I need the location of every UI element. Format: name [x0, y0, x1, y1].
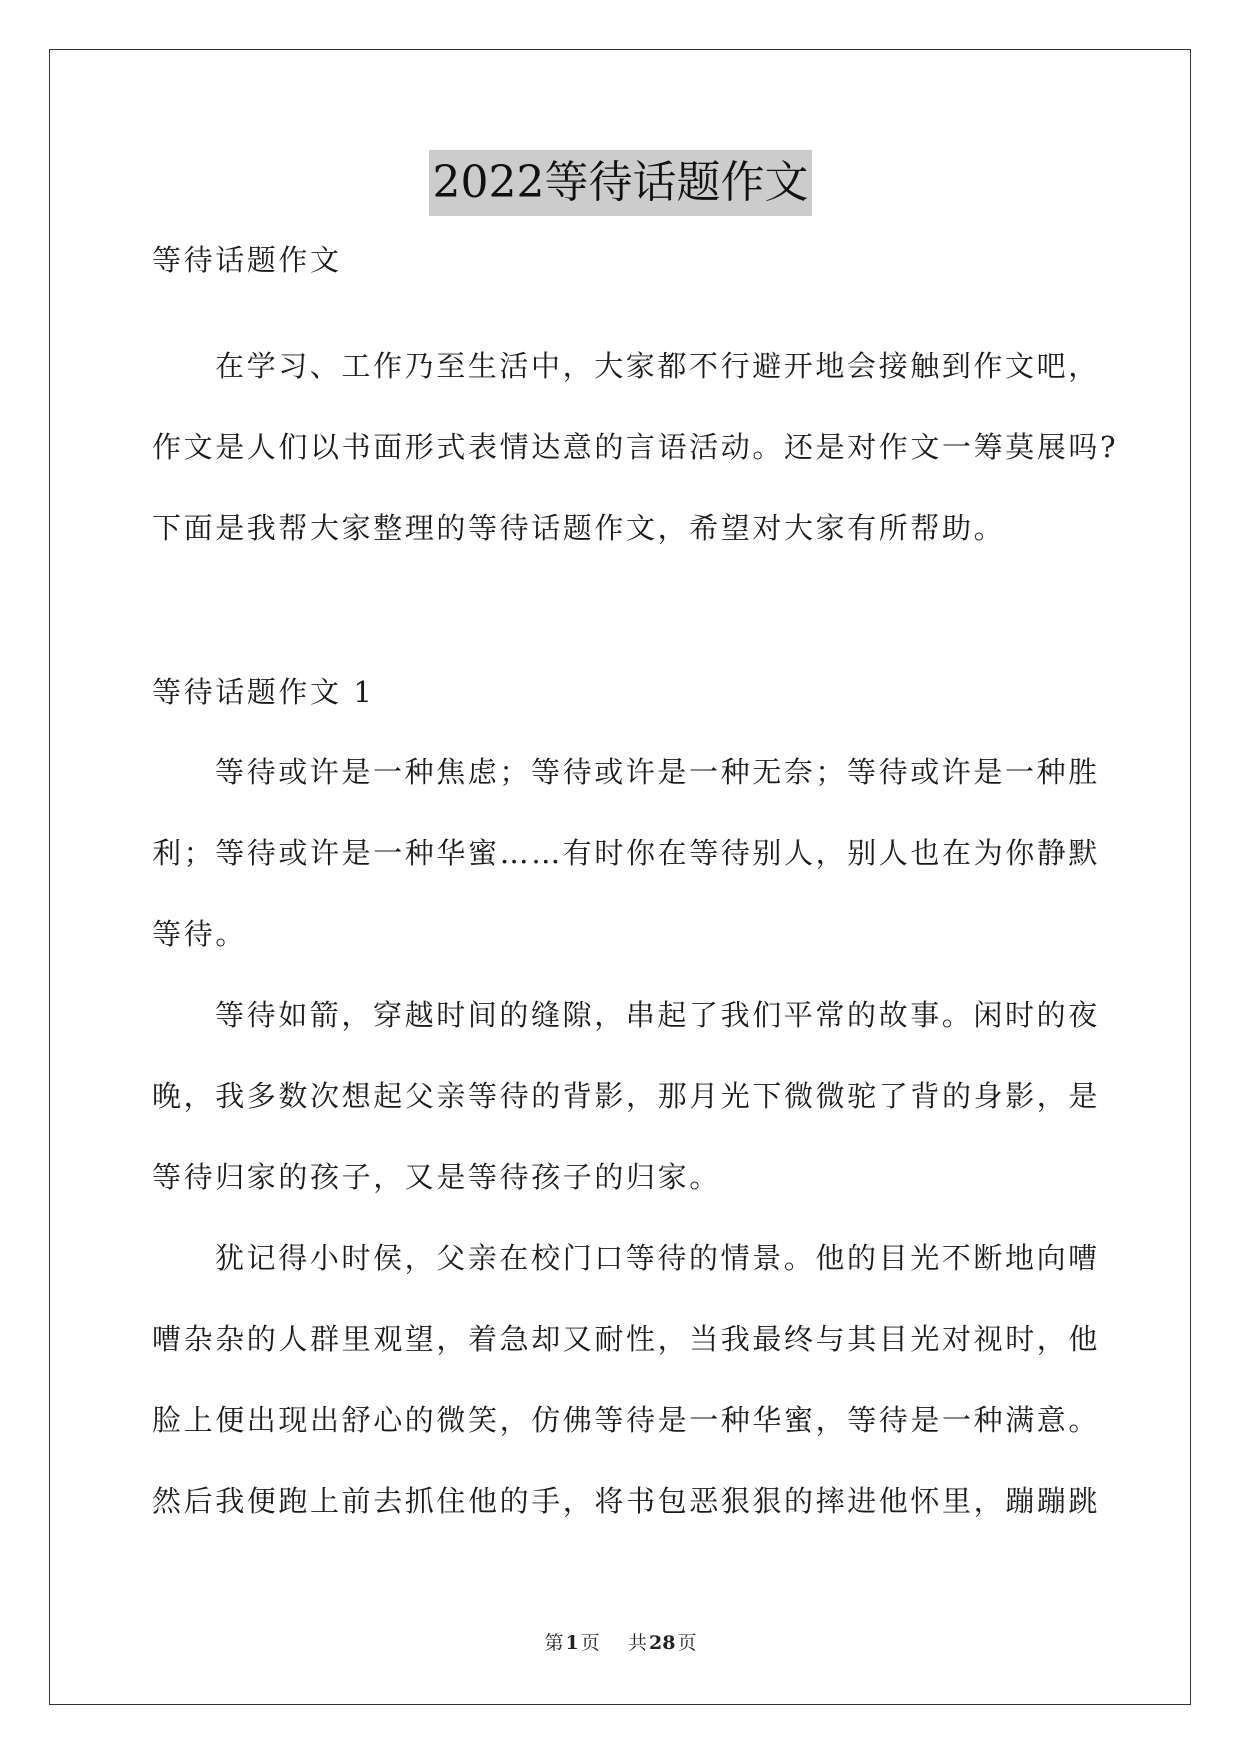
- page-border: [49, 49, 1191, 1705]
- section-heading: 等待话题作文 1: [152, 675, 375, 709]
- paragraph-line: 脸上便出现出舒心的微笑，仿佛等待是一种华蜜，等待是一种满意。: [152, 1403, 1101, 1437]
- paragraph-line: 等待如箭，穿越时间的缝隙，串起了我们平常的故事。闲时的夜: [215, 998, 1100, 1032]
- page-number: 1: [565, 1632, 579, 1654]
- paragraph-line: 嘈杂杂的人群里观望，着急却又耐性，当我最终与其目光对视时，他: [152, 1322, 1101, 1356]
- paragraph-line: 利；等待或许是一种华蜜……有时你在等待别人，别人也在为你静默: [152, 836, 1101, 870]
- document-title: 2022等待话题作文: [429, 150, 813, 216]
- total-unit: 页: [677, 1632, 697, 1654]
- title-wrap: [0, 150, 1241, 216]
- paragraph-line: 等待。: [152, 917, 247, 951]
- page-footer: [0, 1628, 1241, 1655]
- paragraph-line: 在学习、工作乃至生活中，大家都不行避开地会接触到作文吧，: [215, 349, 1100, 383]
- paragraph-line: 等待或许是一种焦虑；等待或许是一种无奈；等待或许是一种胜: [215, 755, 1100, 789]
- paragraph-line: 下面是我帮大家整理的等待话题作文，希望对大家有所帮助。: [152, 511, 1006, 545]
- page-unit: 页: [580, 1632, 600, 1654]
- paragraph-line: 晚，我多数次想起父亲等待的背影，那月光下微微驼了背的身影，是: [152, 1079, 1101, 1113]
- paragraph-line: 然后我便跑上前去抓住他的手，将书包恶狠狠的摔进他怀里，蹦蹦跳: [152, 1484, 1101, 1518]
- paragraph-line: 作文是人们以书面形式表情达意的言语活动。还是对作文一筹莫展吗?: [152, 430, 1119, 464]
- total-pages: 28: [648, 1632, 676, 1654]
- page-label: 第: [544, 1632, 564, 1654]
- paragraph-line: 等待归家的孩子，又是等待孩子的归家。: [152, 1160, 721, 1194]
- paragraph-line: 犹记得小时侯，父亲在校门口等待的情景。他的目光不断地向嘈: [215, 1241, 1100, 1275]
- section-heading: 等待话题作文: [152, 243, 342, 277]
- total-label: 共: [627, 1632, 647, 1654]
